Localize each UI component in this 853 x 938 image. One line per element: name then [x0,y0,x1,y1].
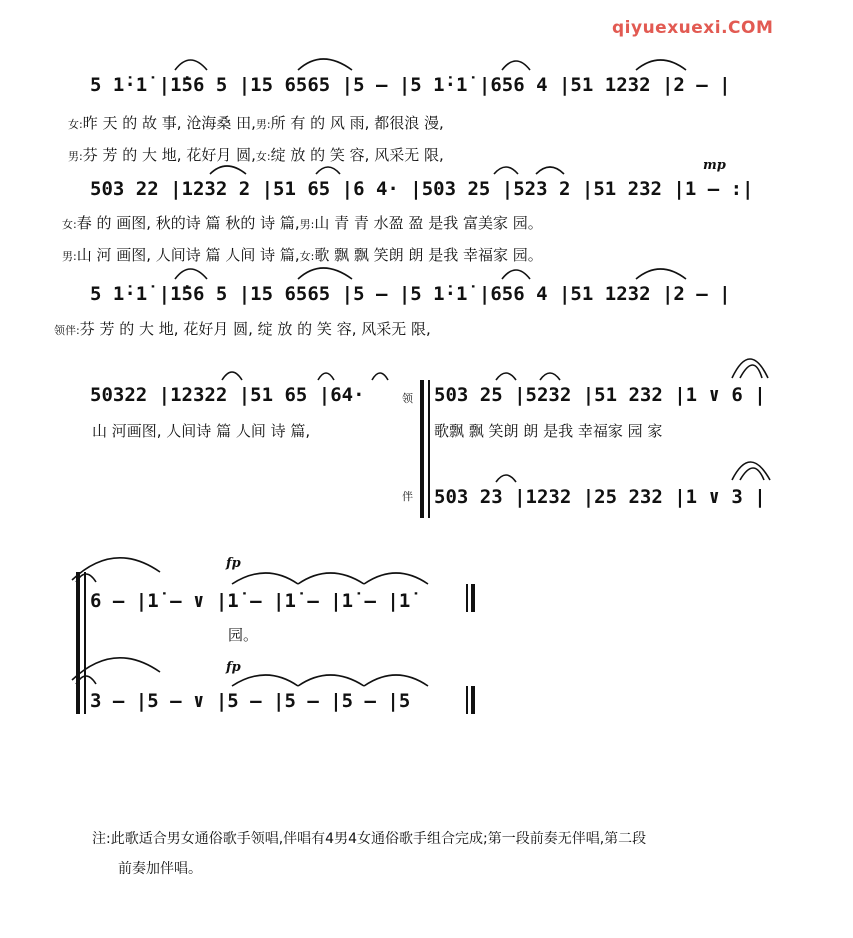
lyric-text: 所 有 的 风 雨, 都很浪 漫, [270,114,444,132]
slur [740,365,762,378]
final-barline-bottom-thick [471,686,475,714]
chorus-voice-notes: 503 23 |1232 |25 232 |1 ∨ 3 | [434,486,766,508]
slur [298,573,364,584]
slur [372,373,388,380]
lyric-text: 芬 芳 的 大 地, 花好月 圆, [82,146,256,164]
lead-voice-label: 领 [402,392,413,405]
system-barline [428,380,430,518]
row-2-lyrics-male [62,244,543,265]
slur [636,269,686,279]
ending-top-lyrics: 园。 [228,626,259,644]
dynamic-mark-mp: mp [703,158,726,173]
voice-label: 男: [62,250,77,263]
score-row-3-notes: 5 1̇·1̇ |1̇56 5 |15 6565 |5 – |5 1̇·1̇ |656 4 |51 1232 |2 – | [90,283,731,305]
lyric-text: 芬 芳 的 大 地, 花好月 圆, 绽 放 的 笑 容, 风采无 限, [79,320,431,338]
voice-label: 女: [299,250,315,263]
score-row-1-notes: 5 1̇·1̇ |1̇56 5 |15 6565 |5 – |5 1̇·1̇ |656 4 |51 1232 |2 – | [90,74,731,96]
slur [496,475,516,482]
lyric-text: 春 的 画图, 秋的诗 篇 秋的 诗 篇, [76,214,300,232]
slur [298,59,352,70]
slur [496,373,516,380]
slur [364,573,428,584]
lyric-text: 山 青 青 水盈 盈 是我 富美家 园。 [314,214,543,232]
voice-label: 女: [62,218,77,231]
ending-top-notes: 6 – |1̇ – ∨ |1̇ – |1̇ – |1̇ – |1̇ [90,590,411,612]
score-row-2-notes: 503 22 |1232 2 |51 65 |6 4· |503 25 |523 2 |51 232 |1 – :| [90,178,754,200]
final-barline-bottom-thin [466,686,468,714]
lyric-text: 山 河 画图, 人间诗 篇 人间 诗 篇, [76,246,300,264]
row-1-lyrics-male [68,144,444,165]
footnote [92,824,792,884]
final-barline-top-thick [471,584,475,612]
slur [175,60,207,70]
footnote-line-1: 注:此歌适合男女通俗歌手领唱,伴唱有4男4女通俗歌手组合完成;第一段前奏无伴唱,第二段 [92,831,647,847]
row-3-lyrics-lead-chorus [54,318,431,339]
slur [364,675,428,686]
slur [732,462,770,480]
row-1-lyrics-female [68,112,444,133]
slur [298,268,352,279]
ending-system-bracket [76,572,80,714]
voice-label: 女: [255,150,271,163]
voice-label: 男: [68,150,83,163]
slur [210,166,246,174]
system-bracket [420,380,424,518]
slur [175,269,207,279]
lead-voice-notes: 503 25 |5232 |51 232 |1 ∨ 6 | [434,384,766,406]
voice-label: 男: [255,118,271,131]
dynamic-mark-fp-top: fp [226,556,241,571]
slur [318,373,334,380]
slur [232,573,298,584]
lyric-text: 昨 天 的 故 事, 沧海桑 田, [82,114,256,132]
ending-system-barline [84,572,86,714]
slur [732,359,768,378]
voice-label: 男: [299,218,315,231]
slur [536,167,564,174]
slur [222,372,242,380]
slur [740,468,764,480]
lyric-text: 歌 飘 飘 笑朗 朗 是我 幸福家 园。 [314,246,543,264]
slur [502,61,530,70]
voice-label: 领伴: [54,324,80,337]
lead-voice-lyrics: 歌飘 飘 笑朗 朗 是我 幸福家 园 家 [434,422,663,440]
lyric-text: 绽 放 的 笑 容, 风采无 限, [270,146,444,164]
row-4-lyrics: 山 河画图, 人间诗 篇 人间 诗 篇, [92,422,311,440]
slur [232,675,298,686]
slur [316,167,340,174]
slur [494,167,518,174]
ending-bottom-notes: 3 – |5 – ∨ |5 – |5 – |5 – |5 [90,690,411,712]
slur [540,373,560,380]
slur [636,60,686,70]
dynamic-mark-fp-bottom: fp [226,660,241,675]
slur [298,675,364,686]
score-row-4-notes: 50322 |12322 |51 65 |64· [90,384,365,406]
voice-label: 女: [68,118,83,131]
slur [502,270,530,279]
site-watermark: qiyuexuexi.COM [612,18,774,38]
chorus-voice-label: 伴 [402,490,413,503]
footnote-line-2: 前奏加伴唱。 [118,861,202,877]
row-2-lyrics-female [62,212,543,233]
final-barline-top-thin [466,584,468,612]
